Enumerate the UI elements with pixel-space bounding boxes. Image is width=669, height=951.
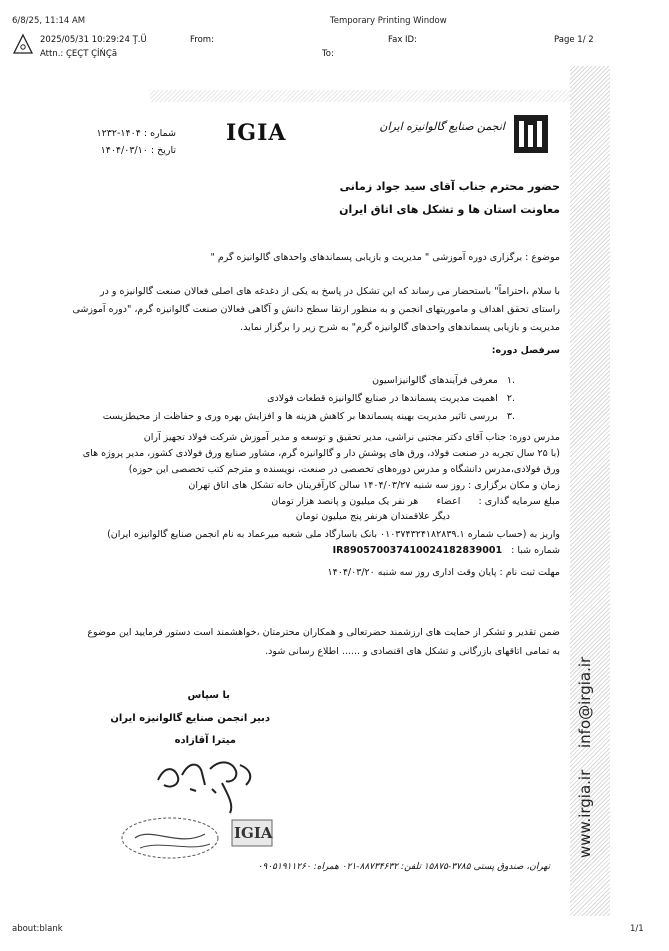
print-datetime: 6/8/25, 11:14 AM <box>12 16 86 26</box>
signature-name: میترا آقازاده <box>174 735 236 746</box>
closing-line: ضمن تقدیر و تشکر از حمایت های ارزشمند حضرتعالی و همکاران محترمتان ،خواهشمند است دستور فرمایید این موضوع <box>87 627 560 638</box>
intro-line: مدیریت و بازیابی پسماندهای واحدهای گالوانیزه گرم" به شرح زیر را برگزار نماید. <box>240 321 560 333</box>
list-item-text: بررسی تاثیر مدیریت بهینه پسماندها بر کاهش هزینه ها و افزایش بهره وری و حفاظت از محیطزیست <box>102 410 498 422</box>
sidebar-email: info@irgia.ir <box>576 656 594 748</box>
letter-date <box>86 145 176 157</box>
org-logo-icon <box>514 115 548 153</box>
stamp-text: IGIA <box>234 824 273 842</box>
recipient-line-1: حضور محترم جناب آقای سید جواد زمانی <box>339 180 560 193</box>
signature-title: دبیر انجمن صنایع گالوانیزه ایران <box>110 713 270 724</box>
fee-members-value: هر نفر یک میلیون و پانصد هزار تومان <box>271 495 419 507</box>
fee-label: مبلغ سرمایه گذاری : <box>478 495 560 507</box>
list-item-number: .۱ <box>506 375 515 386</box>
account-line: واریز به (حساب شماره ۰۱۰۳۷۴۳۲۴۱۸۲۸۳۹.۱ بانک باسارگاد ملی شعبه میرعماد به نام انجمن صنایع گالوانیزه ایران) <box>107 529 560 541</box>
org-stamp <box>110 808 280 863</box>
deadline-line: مهلت ثبت نام : پایان وقت اداری روز سه شنبه ۱۴۰۴/۰۳/۲۰ <box>327 567 560 578</box>
intro-line: راستای تحقق اهداف و ماموریتهای انجمن و به منظور ارتقا سطح دانش و آگاهی فعالان صنعت گالوانیزه گرم، "دوره آموزشی <box>72 303 560 315</box>
letter-number-value: ۱۴۰۴-۱۲۳۲ <box>96 128 141 139</box>
sheba-label: شماره شبا : <box>511 545 560 557</box>
subject-line: موضوع : برگزاری دوره آموزشی " مدیریت و بازیابی پسماندهای واحدهای گالوانیزه گرم " <box>210 252 560 263</box>
sheba-line <box>65 545 560 557</box>
closing-paragraph <box>65 627 560 658</box>
org-logo-text: IGIA <box>226 120 287 146</box>
list-item <box>65 375 515 387</box>
fax-attn: Attn.: ÇEÇT ÇİŃÇă <box>40 49 118 59</box>
intro-paragraph <box>65 286 560 334</box>
list-item-text: معرفی فرآیندهای گالوانیزاسیون <box>372 375 498 386</box>
intro-line: با سلام ،احتراماً" باستحضار می رساند که این تشکل در پاسخ به یکی از دغدغه های اصلی فعالان صنعت گالوانیزه و در <box>100 286 560 297</box>
letter-number-label: شماره : <box>143 128 176 139</box>
instructor-line: (با ۲۵ سال تجربه در صنعت فولاد، ورق های پوشش دار و گالوانیزه گرم، مشاور صنایع ورق فولادی کشور، مدیر پروژه های <box>82 447 560 459</box>
print-url: about:blank <box>12 924 63 934</box>
course-details <box>65 432 560 579</box>
sheba-value: IR890570037410024182839001 <box>332 545 503 557</box>
list-item-number: .۳ <box>506 410 515 422</box>
list-item-text: اهمیت مدیریت پسماندها در صنایع گالوانیزه قطعات فولادی <box>267 392 498 404</box>
print-window-title: Temporary Printing Window <box>330 16 447 26</box>
letter-date-value: ۱۴۰۴/۰۳/۱۰ <box>100 145 148 156</box>
handwritten-signature <box>150 755 260 815</box>
list-item <box>65 411 515 423</box>
fee-line <box>65 496 560 508</box>
headings-label: سرفصل دوره: <box>491 345 560 356</box>
fee-members: اعضاء <box>436 495 461 507</box>
letter-number <box>86 128 176 140</box>
org-name: انجمن صنایع گالوانیزه ایران <box>379 120 505 133</box>
letter-date-label: تاریخ : <box>150 145 176 156</box>
instructor-line: ورق فولادی،مدرس دانشگاه و مدرس دوره‌های تخصصی در صنعت، نویسنده و مترجم کتب تخصصی این حوزه) <box>128 463 560 475</box>
closing-line: به تمامی اتاقهای بازرگانی و تشکل های اقتصادی و ...... اطلاع رسانی شود. <box>265 645 560 657</box>
recipient-line-2: معاونت استان ها و تشکل های اتاق ایران <box>339 203 560 216</box>
time-place-line: زمان و مکان برگزاری : روز سه شنبه ۱۴۰۴/۰۳/۲۷ سالن کارآفرینان خانه تشکل های اتاق تهران <box>188 479 560 491</box>
sidebar-website: www.irgia.ir <box>576 769 594 858</box>
fee-others: دیگر علاقمندان هرنفر پنج میلیون تومان <box>295 511 450 523</box>
headings-list <box>65 375 515 423</box>
header-stripe <box>150 90 570 102</box>
fax-from-label: From: <box>190 35 214 45</box>
fax-triangle-icon <box>12 33 34 55</box>
footer-address: تهران، صندوق پستی ۳۷۸۵-۱۵۸۷۵ تلفن: ۸۸۷۳۴۶۳۲-۰۲۱ همراه: ۰۹۰۵۱۹۱۱۲۶۰ <box>257 862 550 872</box>
list-item-number: .۲ <box>506 392 515 404</box>
fax-id-label: Fax ID: <box>388 35 417 45</box>
instructor-line: مدرس دوره: جناب آقای دکتر مجتبی نراشی، مدیر تحقیق و توسعه و مدیر آموزش شرکت فولاد تجهیز آران <box>143 432 560 443</box>
fax-timestamp: 2025/05/31 10:29:24 Ţ.Ü <box>40 35 147 45</box>
print-page: 1/1 <box>630 924 644 934</box>
signature-thanks: با سپاس <box>187 690 230 701</box>
fax-page: Page 1/ 2 <box>554 35 594 45</box>
fax-to-label: To: <box>322 49 334 59</box>
list-item <box>65 393 515 405</box>
